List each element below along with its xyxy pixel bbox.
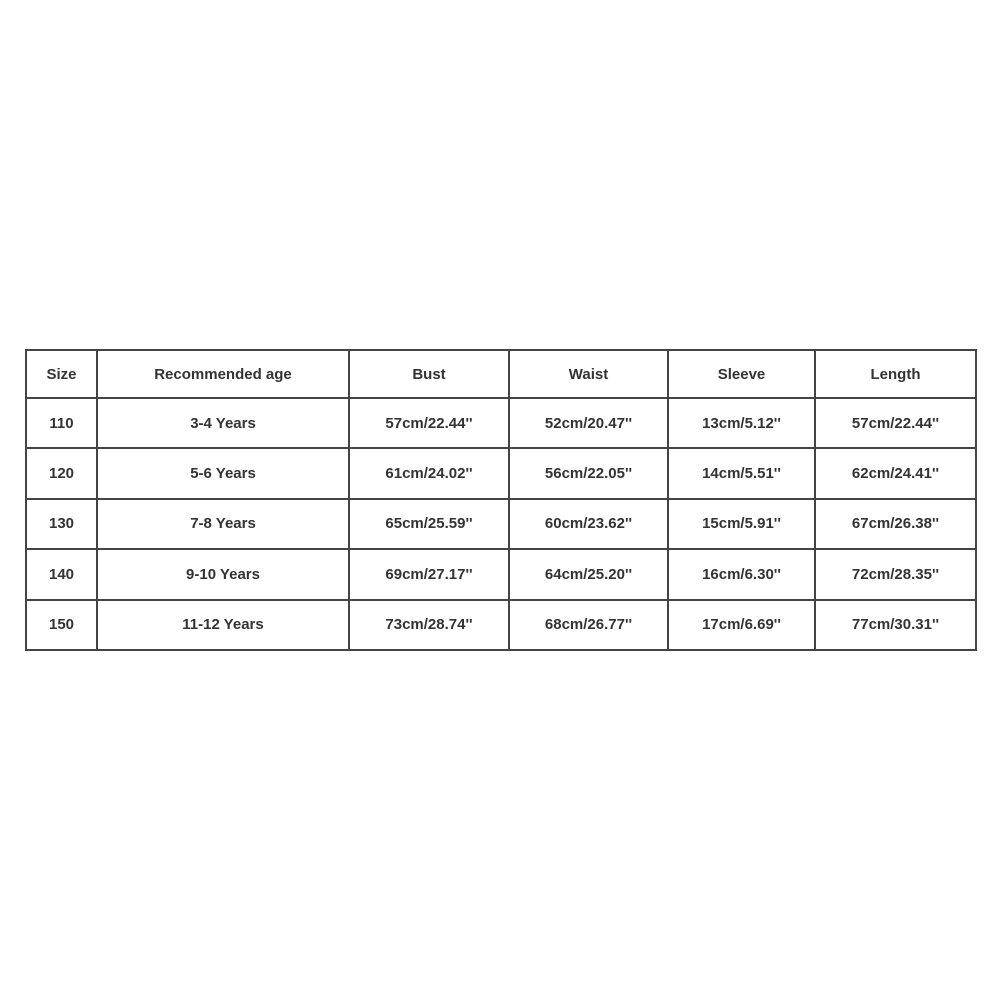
- header-bust: Bust: [349, 350, 509, 398]
- cell-length: 72cm/28.35'': [815, 549, 976, 599]
- cell-bust: 73cm/28.74'': [349, 600, 509, 650]
- cell-size: 120: [26, 448, 97, 498]
- size-chart-table: [25, 349, 977, 651]
- cell-bust: 65cm/25.59'': [349, 499, 509, 549]
- cell-length: 77cm/30.31'': [815, 600, 976, 650]
- cell-waist: 68cm/26.77'': [509, 600, 668, 650]
- cell-recommended-age: 5-6 Years: [97, 448, 349, 498]
- cell-waist: 60cm/23.62'': [509, 499, 668, 549]
- cell-waist: 64cm/25.20'': [509, 549, 668, 599]
- cell-size: 150: [26, 600, 97, 650]
- cell-recommended-age: 9-10 Years: [97, 549, 349, 599]
- cell-size: 130: [26, 499, 97, 549]
- cell-recommended-age: 3-4 Years: [97, 398, 349, 448]
- cell-sleeve: 15cm/5.91'': [668, 499, 815, 549]
- cell-bust: 61cm/24.02'': [349, 448, 509, 498]
- cell-recommended-age: 7-8 Years: [97, 499, 349, 549]
- cell-length: 67cm/26.38'': [815, 499, 976, 549]
- cell-bust: 69cm/27.17'': [349, 549, 509, 599]
- header-sleeve: Sleeve: [668, 350, 815, 398]
- cell-sleeve: 16cm/6.30'': [668, 549, 815, 599]
- cell-sleeve: 17cm/6.69'': [668, 600, 815, 650]
- table-row: [26, 600, 976, 650]
- table-row: [26, 549, 976, 599]
- cell-length: 62cm/24.41'': [815, 448, 976, 498]
- table-row: [26, 448, 976, 498]
- table-row: [26, 499, 976, 549]
- cell-sleeve: 13cm/5.12'': [668, 398, 815, 448]
- header-recommended-age: Recommended age: [97, 350, 349, 398]
- cell-size: 140: [26, 549, 97, 599]
- cell-recommended-age: 11-12 Years: [97, 600, 349, 650]
- header-length: Length: [815, 350, 976, 398]
- cell-bust: 57cm/22.44'': [349, 398, 509, 448]
- header-row: [26, 350, 976, 398]
- cell-size: 110: [26, 398, 97, 448]
- header-waist: Waist: [509, 350, 668, 398]
- table-row: [26, 398, 976, 448]
- cell-waist: 52cm/20.47'': [509, 398, 668, 448]
- cell-sleeve: 14cm/5.51'': [668, 448, 815, 498]
- cell-length: 57cm/22.44'': [815, 398, 976, 448]
- cell-waist: 56cm/22.05'': [509, 448, 668, 498]
- header-size: Size: [26, 350, 97, 398]
